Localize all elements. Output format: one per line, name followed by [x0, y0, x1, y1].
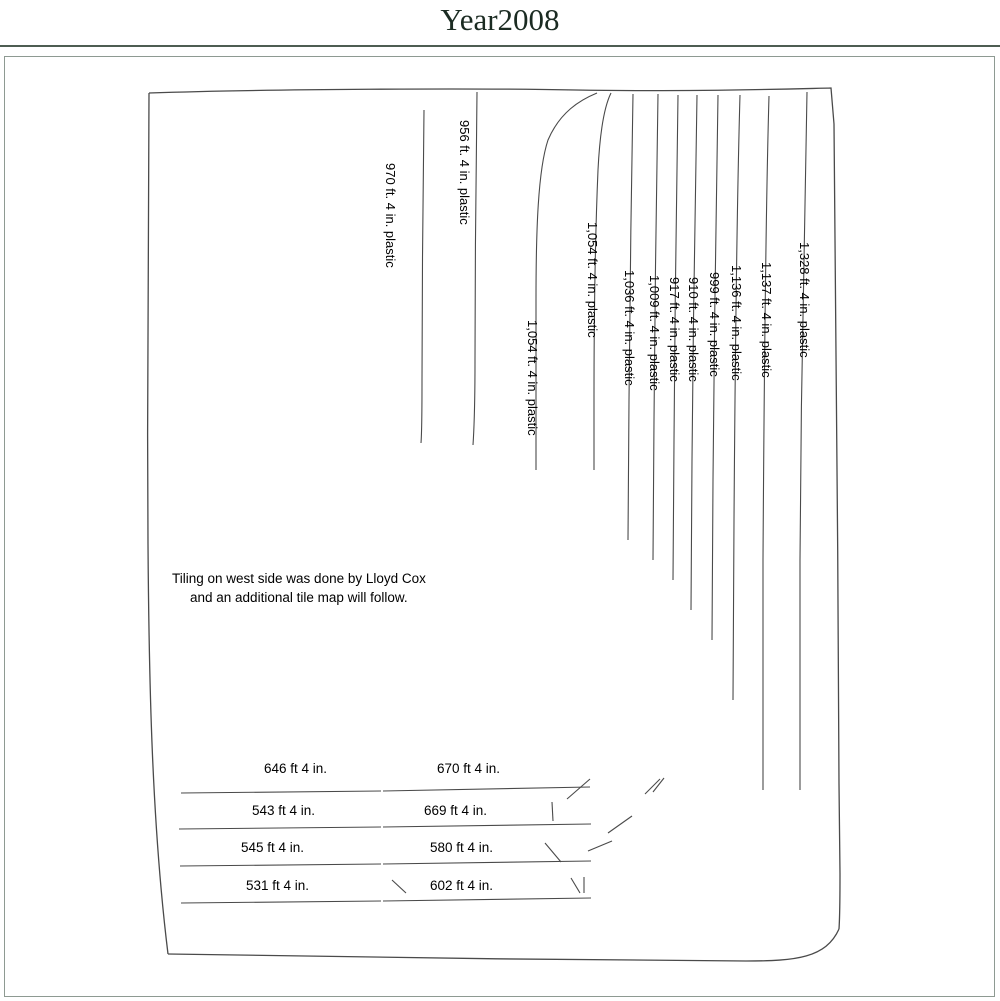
tile-label: 1,054 ft. 4 in. plastic: [525, 320, 540, 436]
tile-label: 956 ft. 4 in. plastic: [457, 120, 472, 225]
tile-label: 1,137 ft. 4 in. plastic: [759, 262, 774, 378]
tile-label: 1,136 ft. 4 in. plastic: [729, 265, 744, 381]
tile-label: 602 ft 4 in.: [430, 878, 494, 893]
tile-label: 646 ft 4 in.: [264, 761, 328, 776]
tile-label: 1,009 ft. 4 in. plastic: [647, 275, 662, 391]
tile-label: 531 ft 4 in.: [246, 878, 310, 893]
tile-label: 910 ft. 4 in. plastic: [686, 277, 701, 382]
tile-label: 580 ft 4 in.: [430, 840, 494, 855]
map-note: [172, 569, 426, 607]
tile-label: 670 ft 4 in.: [437, 761, 501, 776]
tile-label: 1,328 ft. 4 in. plastic: [797, 242, 812, 358]
tile-label: 669 ft 4 in.: [424, 803, 488, 818]
tile-label: 1,036 ft. 4 in. plastic: [622, 270, 637, 386]
page-title: Year2008: [440, 2, 560, 37]
tile-label: 970 ft. 4 in. plastic: [383, 163, 398, 268]
map-note-line-2: and an additional tile map will follow.: [190, 590, 408, 605]
tile-label: 543 ft 4 in.: [252, 803, 316, 818]
tile-label: 545 ft 4 in.: [241, 840, 305, 855]
tile-label: 999 ft. 4 in. plastic: [707, 272, 722, 377]
tile-label: 1,054 ft. 4 in. plastic: [585, 222, 600, 338]
title-divider: [0, 45, 1000, 47]
tile-label: 917 ft. 4 in. plastic: [667, 277, 682, 382]
field-boundary: [146, 84, 850, 964]
map-note-line-1: Tiling on west side was done by Lloyd Cox: [172, 571, 426, 586]
